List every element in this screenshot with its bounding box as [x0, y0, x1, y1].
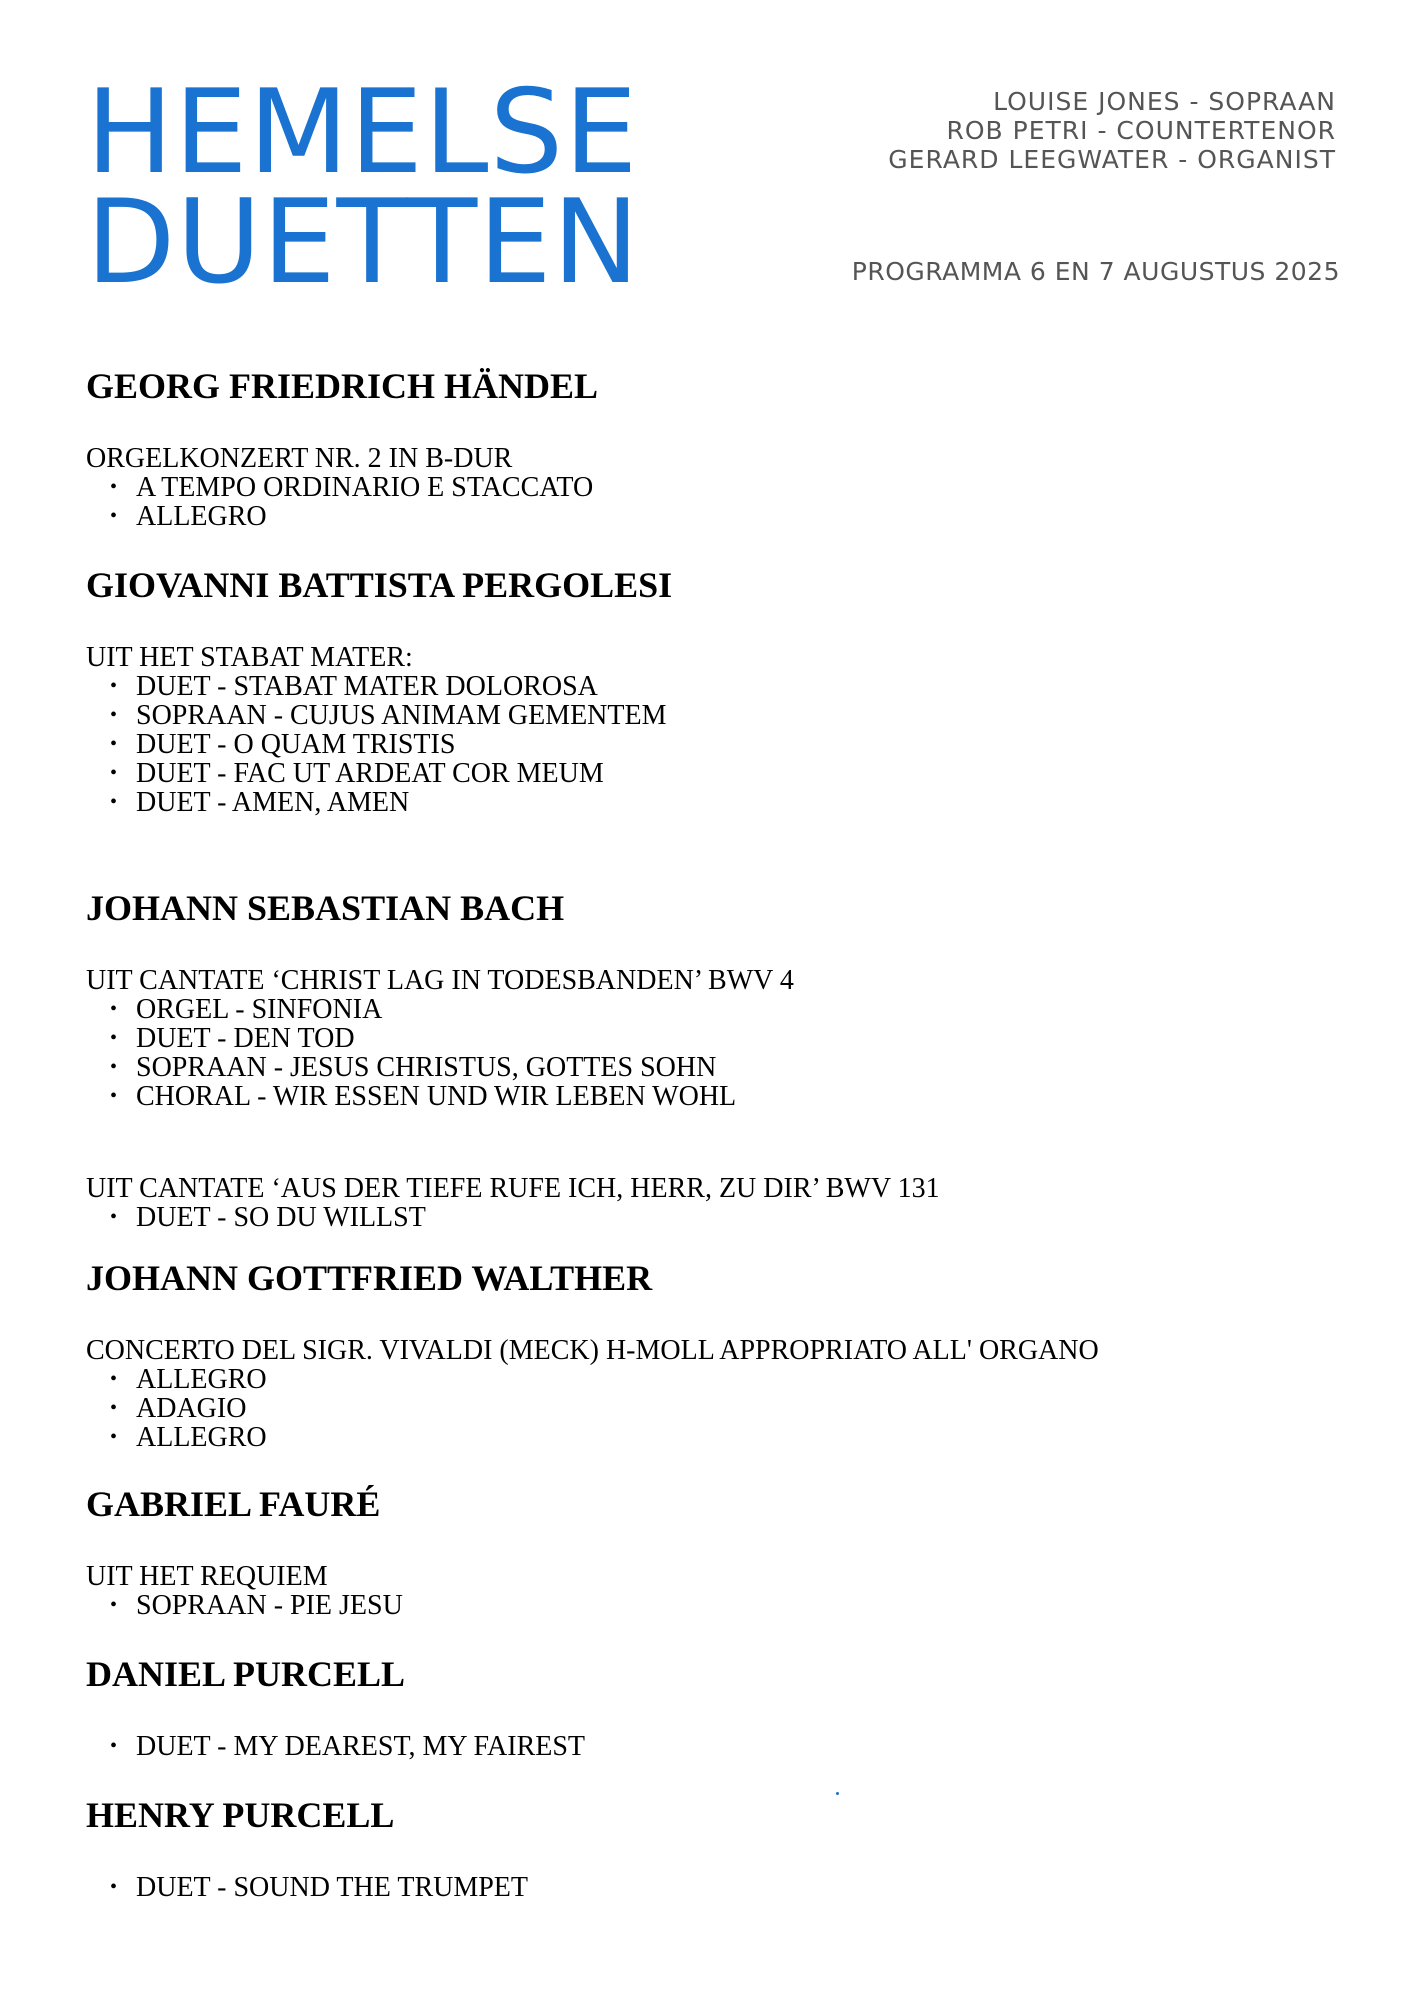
list-item: • CHORAL - WIR ESSEN UND WIR LEBEN WOHL	[136, 1082, 1354, 1111]
section-henry-purcell	[86, 1795, 1354, 1902]
list-item: • DUET - O QUAM TRISTIS	[136, 730, 1354, 759]
composer-heading: GABRIEL FAURÉ	[86, 1484, 381, 1524]
list-item: • A TEMPO ORDINARIO E STACCATO	[136, 473, 1354, 502]
work-title: UIT HET STABAT MATER:	[86, 642, 413, 673]
section-walther	[86, 1258, 1354, 1452]
piece-list	[86, 1365, 1354, 1452]
section-bach	[86, 888, 1354, 1232]
list-item: • SOPRAAN - PIE JESU	[136, 1591, 1354, 1620]
work-title: UIT CANTATE ‘CHRIST LAG IN TODESBANDEN’ BWV 4	[86, 965, 794, 996]
composer-heading: JOHANN GOTTFRIED WALTHER	[86, 1258, 653, 1298]
list-item: • DUET - FAC UT ARDEAT COR MEUM	[136, 759, 1354, 788]
performers-list	[888, 87, 1336, 174]
list-item: • ALLEGRO	[136, 1423, 1354, 1452]
work-title: ORGELKONZERT NR. 2 IN B-DUR	[86, 443, 513, 474]
piece-list	[86, 1873, 1354, 1902]
section-handel	[86, 366, 1354, 531]
performer-organist: GERARD LEEGWATER - ORGANIST	[888, 145, 1336, 174]
stray-dot-mark	[836, 1792, 839, 1795]
performer-countertenor: ROB PETRI - COUNTERTENOR	[946, 116, 1336, 145]
piece-list	[86, 672, 1354, 817]
composer-heading: HENRY PURCELL	[86, 1795, 395, 1835]
list-item: • ORGEL - SINFONIA	[136, 995, 1354, 1024]
list-item: • DUET - SO DU WILLST	[136, 1203, 1354, 1232]
title-line-1: HEMELSE	[86, 65, 639, 200]
list-item: • SOPRAAN - CUJUS ANIMAM GEMENTEM	[136, 701, 1354, 730]
section-daniel-purcell	[86, 1654, 1354, 1761]
list-item: • DUET - AMEN, AMEN	[136, 788, 1354, 817]
list-item: • ALLEGRO	[136, 1365, 1354, 1394]
work-title: UIT HET REQUIEM	[86, 1561, 328, 1592]
list-item: • DUET - MY DEAREST, MY FAIREST	[136, 1732, 1354, 1761]
piece-list	[86, 473, 1354, 531]
composer-heading: JOHANN SEBASTIAN BACH	[86, 888, 565, 928]
composer-heading: GIOVANNI BATTISTA PERGOLESI	[86, 565, 673, 605]
list-item: • DUET - DEN TOD	[136, 1024, 1354, 1053]
piece-list	[86, 1732, 1354, 1761]
piece-list	[86, 995, 1354, 1111]
program-title	[86, 65, 641, 310]
composer-heading: GEORG FRIEDRICH HÄNDEL	[86, 366, 599, 406]
list-item: • DUET - STABAT MATER DOLOROSA	[136, 672, 1354, 701]
piece-list	[86, 1591, 1354, 1620]
list-item: • DUET - SOUND THE TRUMPET	[136, 1873, 1354, 1902]
work-title: CONCERTO DEL SIGR. VIVALDI (MECK) H-MOLL APPROPRIATO ALL' ORGANO	[86, 1335, 1099, 1366]
list-item: • ALLEGRO	[136, 502, 1354, 531]
piece-list	[86, 1203, 1354, 1232]
performer-soprano: LOUISE JONES - SOPRAAN	[993, 87, 1336, 116]
list-item: • ADAGIO	[136, 1394, 1354, 1423]
work-title: UIT CANTATE ‘AUS DER TIEFE RUFE ICH, HERR, ZU DIR’ BWV 131	[86, 1173, 940, 1204]
title-line-2: DUETTEN	[86, 175, 641, 310]
program-date: PROGRAMMA 6 EN 7 AUGUSTUS 2025	[851, 257, 1340, 286]
section-faure	[86, 1484, 1354, 1620]
section-pergolesi	[86, 565, 1354, 817]
list-item: • SOPRAAN - JESUS CHRISTUS, GOTTES SOHN	[136, 1053, 1354, 1082]
composer-heading: DANIEL PURCELL	[86, 1654, 406, 1694]
